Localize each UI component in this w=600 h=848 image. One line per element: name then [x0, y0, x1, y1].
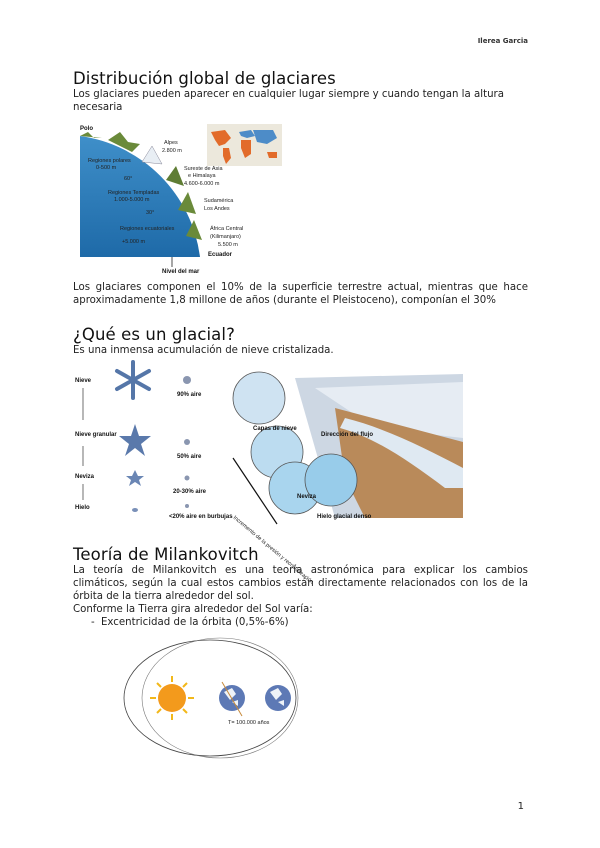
section-title-distribucion: Distribución global de glaciares — [73, 69, 336, 88]
mountain-asia — [166, 166, 184, 186]
label-polo: Polo — [80, 126, 93, 132]
label-ecuador: Ecuador — [208, 252, 233, 258]
label-regiones-templadas: Regiones Templadas — [108, 190, 160, 196]
section-paragraph-milankovitch: La teoría de Milankovitch es una teoría astronómica para explicar los cambios climáticos, según la cual estos cambios están directamente relacionados con los de la órbita de la tierra alrededor del sol. — [73, 565, 528, 602]
stage-label: Nieve — [75, 378, 92, 384]
snowflake-icon — [117, 362, 149, 398]
section-intro-glacial: Es una inmensa acumulación de nieve cristalizada. — [73, 345, 334, 356]
stage-label: Neviza — [75, 474, 95, 480]
label-africa2: (Kilimanjaro) — [210, 234, 241, 240]
ice-grain-icon — [132, 508, 138, 512]
label-africa: África Central — [210, 226, 244, 232]
label-alpes-alt: 2.800 m — [162, 148, 182, 154]
section-title-glacial: ¿Qué es un glacial? — [73, 325, 235, 344]
label-regiones-templadas-alt: 1.000-5.000 m — [114, 197, 150, 203]
stage-label: Nieve granular — [75, 432, 117, 438]
label-regiones-polares: Regiones polares — [88, 158, 131, 164]
world-map-thumbnail — [207, 124, 282, 166]
variation-list — [73, 616, 528, 629]
firn-icon — [126, 470, 144, 486]
label-asia2: e Himalaya — [188, 173, 216, 179]
label-regiones-polares-alt: 0-500 m — [96, 165, 117, 171]
snow-transformation-figure — [73, 358, 233, 530]
earth-icon — [219, 682, 245, 716]
label-regiones-ecuatoriales-alt: +5.000 m — [122, 239, 146, 245]
earth-icon — [265, 685, 291, 711]
sun-icon — [150, 676, 194, 720]
air-label: 50% aire — [177, 454, 202, 460]
label-regiones-ecuatoriales: Regiones ecuatoriales — [120, 226, 175, 232]
snow-layers-circle — [233, 372, 285, 424]
author-name: Ilerea Garcia — [477, 37, 528, 45]
label-andes2: Los Andes — [204, 206, 230, 212]
glacier-block-figure — [225, 368, 463, 586]
section-paragraph-varia: Conforme la Tierra gira alrededor del Sol varía: — [73, 604, 313, 615]
section-paragraph-distribucion: Los glaciares componen el 10% de la superficie terrestre actual, mientras que hace aproximadamente 1,8 millone de años (durante el Pleistoceno), componían el 30% — [73, 282, 528, 306]
label-incremento: Incremento de la presión y recristalización — [231, 514, 315, 586]
air-label: 90% aire — [177, 392, 202, 398]
section-intro-distribucion: Los glaciares pueden aparecer en cualquier lugar siempre y cuando tengan la altura necesaria — [73, 89, 504, 113]
label-hielo-glacial: Hielo glacial denso — [317, 514, 372, 520]
label-neviza: Neviza — [297, 494, 317, 500]
label-angle-30: 30° — [146, 210, 155, 216]
label-asia: Sureste de Asia — [184, 166, 223, 172]
air-bubbles-icon — [184, 439, 190, 445]
air-bubbles-icon — [185, 504, 189, 508]
air-label: <20% aire en burbujas — [169, 514, 233, 520]
granular-snow-icon — [119, 424, 151, 456]
label-capas: Capas de nieve — [253, 426, 297, 432]
stage-label: Hielo — [75, 505, 90, 511]
label-nivel-mar: Nivel del mar — [162, 269, 200, 275]
section-title-milankovitch: Teoría de Milankovitch — [73, 545, 259, 564]
label-period: T= 100.000 años — [228, 720, 270, 726]
air-bubbles-icon — [183, 376, 191, 384]
label-angle-60: 60° — [124, 176, 133, 182]
air-label: 20-30% aire — [173, 489, 207, 495]
label-asia-alt: 4.600-6.000 m — [184, 181, 220, 187]
air-bubbles-icon — [185, 476, 190, 481]
mountain-alps — [142, 146, 162, 164]
label-alpes: Alpes — [164, 140, 178, 146]
orbit-eccentricity-figure — [120, 636, 310, 760]
page-number: 1 — [517, 801, 524, 812]
label-direccion: Dirección del flujo — [321, 432, 374, 438]
list-item: - Excentricidad de la órbita (0,5%-6%) — [73, 616, 528, 629]
label-africa-alt: 5.500 m — [218, 242, 238, 248]
label-andes: Sudamérica — [204, 198, 234, 204]
